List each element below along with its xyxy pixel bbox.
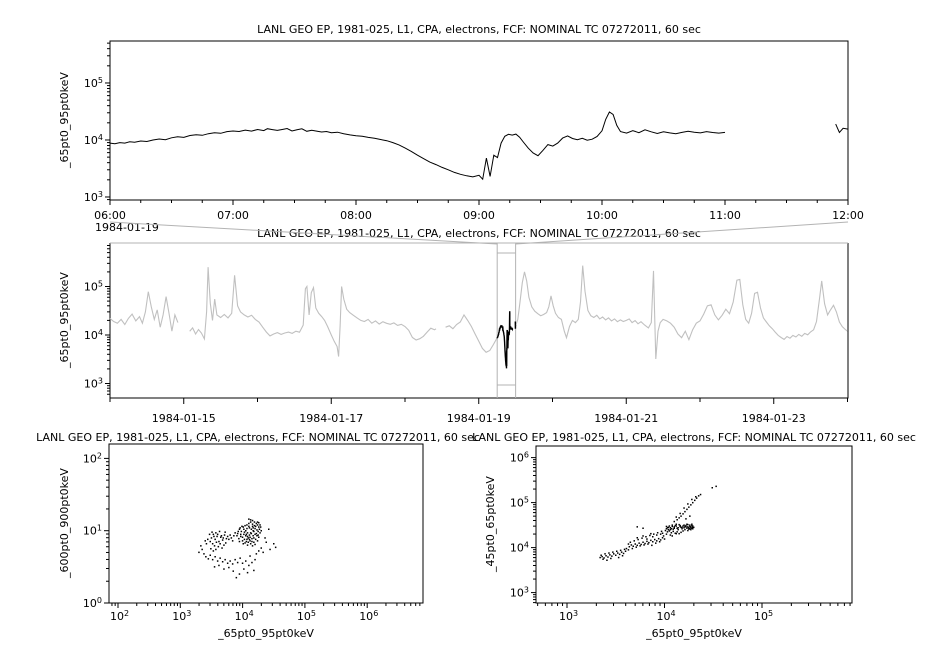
tick-label: $10^2$ [110,609,130,623]
tick-label: $10^6$ [359,609,379,623]
scatter-left-title: LANL GEO EP, 1981-025, L1, CPA, electrons, FCF: NOMINAL TC 07272011, 60 sec [36,431,480,444]
x-tick-label: 12:00 [832,209,864,222]
tick-label: $10^5$ [509,495,529,510]
x-tick-label: 10:00 [586,209,618,222]
x-axis-label: _65pt0_95pt0keV [218,627,314,640]
x-tick-label: 11:00 [709,209,741,222]
tick-label: $10^3$ [509,585,529,600]
y-axis-label: _600pt0_900pt0keV [58,468,71,578]
overview-title: LANL GEO EP, 1981-025, L1, CPA, electrons, FCF: NOMINAL TC 07272011, 60 sec [257,227,701,240]
y-axis-ticks [105,246,110,395]
x-tick-label: 06:00 [94,209,126,222]
tick-label: $10^5$ [754,609,774,623]
x-tick-label: 08:00 [340,209,372,222]
x-axis-label: _65pt0_95pt0keV [646,627,742,640]
x-axis-ticks [112,603,420,608]
tick-label: $10^5$ [296,609,316,623]
tick-label: $10^5$ [83,279,103,294]
y-axis-ticks [104,458,109,603]
tick-label: $10^4$ [509,540,529,555]
y-axis-label: _45pt0_65pt0keV [484,476,497,572]
y-axis-ticks [531,458,536,603]
scatter-right-title: LANL GEO EP, 1981-025, L1, CPA, electrons, FCF: NOMINAL TC 07272011, 60 sec [472,431,916,444]
tick-label: $10^3$ [83,376,103,391]
x-axis-ticks [110,398,848,404]
tick-label: $10^6$ [509,450,529,465]
tick-label: $10^3$ [559,609,579,623]
x-tick-label: 1984-01-23 [741,412,806,425]
x-tick-label: 1984-01-19 [446,412,511,425]
x-tick-label: 1984-01-21 [594,412,659,425]
x-axis-context-date: 1984-01-19 [95,221,159,234]
tick-label: $10^4$ [83,327,103,342]
tick-label: $10^3$ [83,189,103,204]
tick-label: $10^5$ [83,75,103,90]
x-tick-label: 07:00 [217,209,249,222]
tick-label: $10^4$ [83,132,103,147]
tick-label: $10^1$ [82,523,102,538]
tick-label: $10^0$ [82,596,102,610]
page-title: LANL GEO EP, 1981-025, L1, CPA, electrons, FCF: NOMINAL TC 07272011, 60 sec [257,23,701,36]
x-tick-label: 1984-01-17 [299,412,364,425]
plot-hit-overview[interactable] [110,243,848,398]
y-axis-label: _65pt0_95pt0keV [58,272,71,368]
x-tick-label: 09:00 [463,209,495,222]
plot-hit-scatter-left[interactable] [109,444,423,603]
plot-hit-top[interactable] [110,41,848,200]
x-axis-ticks [538,603,850,608]
tick-label: $10^3$ [172,609,192,623]
tick-label: $10^4$ [656,609,676,623]
plot-hit-scatter-right[interactable] [536,446,852,603]
y-axis-ticks [105,43,110,199]
y-axis-label: _65pt0_95pt0keV [58,72,71,168]
x-axis-ticks [110,200,848,205]
tick-label: $10^4$ [234,609,254,623]
tick-label: $10^2$ [82,451,102,466]
x-tick-label: 1984-01-15 [151,412,216,425]
